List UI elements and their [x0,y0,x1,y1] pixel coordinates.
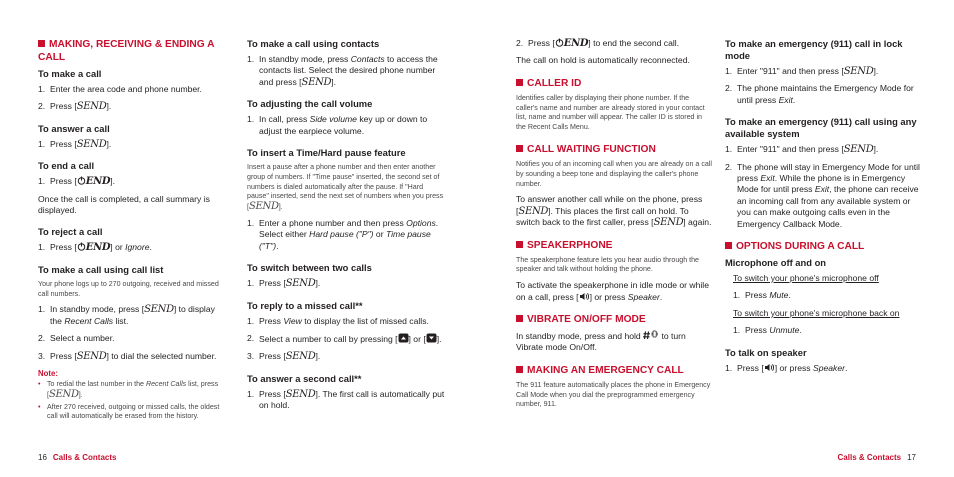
heading: To make an emergency (911) call in lock mode [725,38,903,61]
send-key-label: SEND [248,201,279,213]
footer-left [38,453,116,462]
heading: Microphone off and on [725,257,827,269]
send-key-label: SEND [48,389,79,401]
paragraph: Once the call is completed, a call summary is displayed. [38,193,210,216]
end-power-icon [555,38,564,47]
heading: To answer a call [38,122,110,134]
intro-text: Your phone logs up to 270 outgoing, received and missed call numbers. [38,279,219,298]
end-key-label: END [563,38,589,49]
speaker-icon [579,292,590,301]
list-item: 3. Press [SEND] to dial the selected number. [38,350,217,362]
page-number: 17 [907,453,916,462]
description-text: Identifies caller by displaying their phone number. If the caller's name and number are already stored in your contact list, name and number will appear. The caller ID is stored in the Recent Calls Menu. [516,93,705,132]
nav-up-icon [398,333,409,343]
nav-down-icon [426,333,437,343]
heading: To make a call [38,68,102,79]
send-key-label: SEND [518,205,549,217]
square-bullet-icon [516,315,523,322]
list-item: 2. Select a number to call by pressing [ ] or [ ]. [247,333,442,345]
paragraph: In standby mode, press and hold to turn Vibrate mode On/Off. [516,331,686,353]
end-power-icon [77,176,86,185]
heading: To insert a Time/Hard pause feature [247,147,406,159]
square-bullet-icon [516,79,523,86]
subheading: To switch your phone's microphone back on [733,307,900,318]
heading: To adjusting the call volume [247,98,373,110]
send-key-label: SEND [653,217,684,229]
hash-vibrate-icon [643,330,659,340]
square-bullet-icon [516,145,523,152]
note-item: • To redial the last number in the Recent Calls list, press [SEND]. [38,380,219,401]
heading: To end a call [38,160,95,172]
list-item: 1. Press [ END] or Ignore. [38,242,152,254]
list-item: 1. Press [ ] or press Speaker. [725,362,848,373]
right-page-column-2 [725,38,920,380]
description-text: The speakerphone feature lets you hear audio through the speaker and talk without holding the phone. [516,255,699,274]
section-title: MAKING AN EMERGENCY CALL [516,364,712,377]
list-item: 2. The phone will stay in Emergency Mode for until press Exit. While the phone is in Emergency Mode for until press Exit, the phone can receive an incoming call from any available system or you can make outgoing calls even in the Emergency Callback Mode. [725,161,920,229]
heading: To make an emergency (911) call using any available system [725,116,917,140]
paragraph: The call on hold is automatically reconnected. [516,55,690,66]
send-key-label: SEND [285,278,316,290]
list-item: 1. Enter "911" and then press [SEND]. [725,144,879,156]
list-item: 1. Press Unmute. [733,325,802,336]
footer-title: Calls & Contacts [837,453,902,462]
square-bullet-icon [725,242,732,249]
heading: To reject a call [38,226,103,238]
list-item: 1. In call, press Side volume key up or down to adjust the earpiece volume. [247,114,428,136]
square-bullet-icon [38,40,45,47]
end-key-label: END [85,176,111,188]
list-item: 2. The phone maintains the Emergency Mode for until press Exit. [725,83,914,105]
footer-right [838,453,916,462]
left-page-column-2 [247,38,445,418]
speaker-icon [764,363,775,372]
paragraph: To activate the speakerphone in idle mode or while on a call, press [ ] or press Speaker. [516,280,709,302]
heading: To reply to a missed call** [247,299,363,311]
list-item: 1. Enter the area code and phone number. [38,84,202,94]
list-item: 2. Select a number. [38,333,115,344]
send-key-label: SEND [76,101,107,113]
paragraph: To answer another call while on the phone, press [SEND]. This places the first call on hold. To switch back to the first caller, press [SEND] again. [516,194,712,229]
send-key-label: SEND [76,350,107,362]
note-label: Note: [38,369,58,379]
section-title: CALLER ID [516,77,712,90]
footer-title: Calls & Contacts [52,453,117,462]
square-bullet-icon [516,241,523,248]
section-title: CALL WAITING FUNCTION [516,143,712,156]
heading: To switch between two calls [247,262,372,274]
list-item: 1. Press [SEND]. [38,138,112,150]
list-item: 1. Press Mute. [733,290,791,301]
description-text: The 911 feature automatically places the phone in Emergency Call Mode when you dial the preprogrammed emergency number, 911. [516,380,711,409]
list-item: 1. In standby mode, press [SEND] to display the Recent Calls list. [38,304,215,326]
list-item: 2. Press [ END] to end the second call. [516,38,680,49]
list-item: 1. Press [ END]. [38,176,116,188]
section-title: SPEAKERPHONE [516,239,712,252]
left-page-column-1 [38,38,228,424]
section-title: MAKING, RECEIVING & ENDING A CALL [38,39,215,63]
heading: To make a call using contacts [247,38,380,49]
list-item: 1. Press [SEND]. [247,278,321,290]
heading: To talk on speaker [725,346,807,358]
list-item: 1. Press View to display the list of missed calls. [247,315,429,326]
list-item: 1. Enter "911" and then press [SEND]. [725,66,879,77]
list-item: 1. Press [SEND]. The first call is automatically put on hold. [247,388,445,411]
send-key-label: SEND [285,351,316,363]
intro-text: Insert a pause after a phone number and then enter another group of numbers. If "Time pause" inserted, the second set of numbers is dialed automatically after the pause. If "Hard pause" inserted, send the next set of numbers when you press [SEND]. [247,163,444,213]
page-number: 16 [38,453,47,462]
right-page-column-1 [516,38,712,415]
square-bullet-icon [516,366,523,373]
send-key-label: SEND [285,388,316,400]
send-key-label: SEND [301,76,332,88]
end-key-label: END [85,242,111,254]
heading: To answer a second call** [247,372,362,384]
heading: To make a call using call list [38,263,164,275]
note-item: • After 270 received, outgoing or missed calls, the oldest call will automatically be erased from the history. [38,402,220,421]
list-item: 1. In standby mode, press Contacts to access the contacts list. Select the desired phone number and press [SEND]. [247,54,438,88]
list-item: 1. Enter a phone number and then press Options. Select either Hard pause ("P") or Time pause ("T"). [247,218,439,251]
end-power-icon [77,242,86,251]
subheading: To switch your phone's microphone off [733,273,879,284]
send-key-label: SEND [843,144,874,156]
description-text: Notifies you of an incoming call when you are already on a call by sounding a beep tone and displaying the caller's phone number. [516,160,712,188]
send-key-label: SEND [144,304,174,316]
send-key-label: SEND [76,138,107,150]
section-title: VIBRATE ON/OFF MODE [516,313,712,326]
section-title: OPTIONS DURING A CALL [725,240,920,253]
send-key-label: SEND [843,66,874,77]
list-item: 3. Press [SEND]. [247,351,321,363]
list-item: 2. Press [SEND]. [38,101,112,113]
